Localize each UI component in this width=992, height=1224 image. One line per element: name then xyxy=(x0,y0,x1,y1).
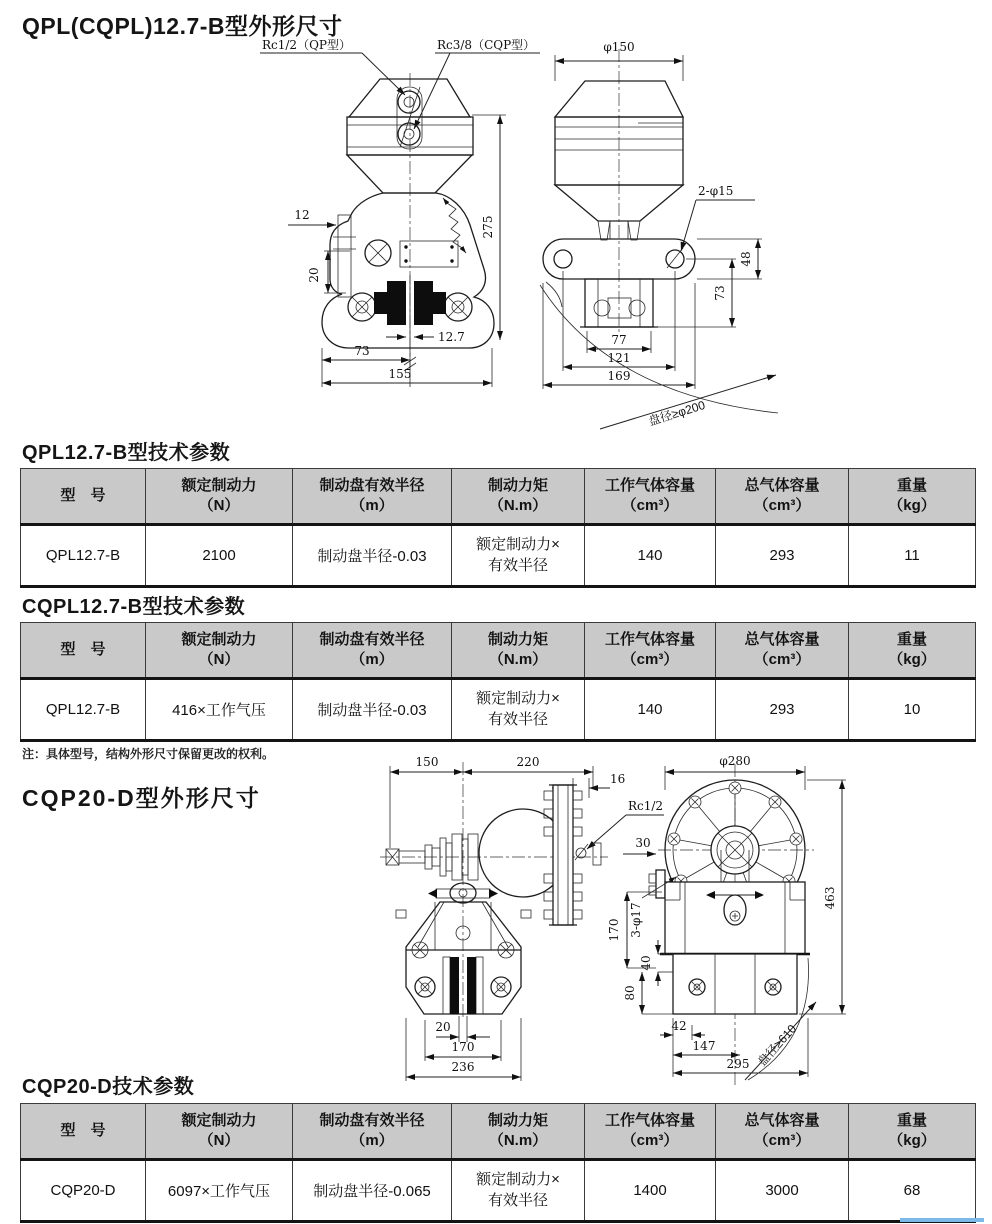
table-header-row xyxy=(21,469,976,525)
port-label-qp: Rc1/2（QP型） xyxy=(262,38,351,52)
dim-275: 275 xyxy=(481,215,495,239)
cell-disc-radius: 制动盘半径-0.03 xyxy=(293,525,452,587)
dim-phi280: φ280 xyxy=(719,754,751,768)
table-row xyxy=(21,679,976,741)
col-header-weight: 重量 （kg） xyxy=(849,469,976,525)
cell-working-volume: 140 xyxy=(585,525,716,587)
cqp20-params-heading: CQP20-D技术参数 xyxy=(22,1076,195,1098)
col-header-disc-radius: 制动盘有效半径 （m） xyxy=(293,623,452,679)
cell-torque: 额定制动力× 有效半径 xyxy=(452,525,585,587)
cqp20-side-view xyxy=(380,755,664,1081)
dim-77: 77 xyxy=(611,333,627,347)
qpl-cqpl-dimension-drawing xyxy=(250,35,990,445)
cell-working-volume: 1400 xyxy=(585,1160,716,1222)
col-header-working-volume: 工作气体容量 （cm³） xyxy=(585,623,716,679)
dim-16: 16 xyxy=(610,772,626,786)
cqp20-params-table xyxy=(20,1103,976,1223)
dim-73-front: 73 xyxy=(354,344,370,358)
port-label-cqp: Rc3/8（CQP型） xyxy=(437,38,536,52)
dim-20: 20 xyxy=(435,1020,451,1034)
brake-pad-left xyxy=(387,281,406,325)
cell-weight: 10 xyxy=(849,679,976,741)
col-header-torque: 制动力矩 （N.m） xyxy=(452,623,585,679)
dim-3phi17: 3-φ17 xyxy=(629,902,643,938)
page-title: QPL(CQPL)12.7-B型外形尺寸 xyxy=(22,13,343,39)
table-row xyxy=(21,525,976,587)
col-header-working-volume: 工作气体容量 （cm³） xyxy=(585,469,716,525)
cqp20-dimension-drawing xyxy=(340,750,990,1095)
col-header-weight: 重量 （kg） xyxy=(849,623,976,679)
col-header-rated-force: 额定制动力 （N） xyxy=(146,623,293,679)
disc-diameter-note: 盘径≥φ200 xyxy=(646,397,707,429)
col-header-total-volume: 总气体容量 （cm³） xyxy=(716,623,849,679)
table-row xyxy=(21,1160,976,1222)
dim-40: 40 xyxy=(639,955,653,971)
dim-155: 155 xyxy=(388,367,412,381)
col-header-model: 型 号 xyxy=(21,469,146,525)
dim-463: 463 xyxy=(823,886,837,910)
col-header-disc-radius: 制动盘有效半径 （m） xyxy=(293,469,452,525)
col-header-model: 型 号 xyxy=(21,623,146,679)
cell-rated-force: 416×工作气压 xyxy=(146,679,293,741)
cell-torque: 额定制动力× 有效半径 xyxy=(452,1160,585,1222)
dim-20: 20 xyxy=(307,267,321,283)
dim-80: 80 xyxy=(623,985,637,1001)
col-header-torque: 制动力矩 （N.m） xyxy=(452,1104,585,1160)
dim-30: 30 xyxy=(635,836,651,850)
dim-phi150: φ150 xyxy=(603,40,635,54)
cell-model: CQP20-D xyxy=(21,1160,146,1222)
col-header-disc-radius: 制动盘有效半径 （m） xyxy=(293,1104,452,1160)
brake-pad-right xyxy=(467,957,476,1014)
cell-torque: 额定制动力× 有效半径 xyxy=(452,679,585,741)
cell-disc-radius: 制动盘半径-0.065 xyxy=(293,1160,452,1222)
page-accent-bar xyxy=(900,1218,984,1222)
dim-121: 121 xyxy=(607,351,631,365)
dim-169: 169 xyxy=(607,369,631,383)
dim-150: 150 xyxy=(415,755,439,769)
col-header-total-volume: 总气体容量 （cm³） xyxy=(716,1104,849,1160)
dim-12.7: 12.7 xyxy=(438,330,465,344)
disc-diameter-note: 盘径≥610 xyxy=(754,1021,800,1069)
col-header-model: 型 号 xyxy=(21,1104,146,1160)
port-label-rc12: Rc1/2 xyxy=(628,799,664,813)
footnote: 注：具体型号，结构外形尺寸保留更改的权利。 xyxy=(22,747,275,761)
cell-model: QPL12.7-B xyxy=(21,525,146,587)
dim-170-bottom: 170 xyxy=(451,1040,475,1054)
cell-rated-force: 2100 xyxy=(146,525,293,587)
brake-pad-left xyxy=(450,957,459,1014)
dim-236: 236 xyxy=(451,1060,475,1074)
col-header-torque: 制动力矩 （N.m） xyxy=(452,469,585,525)
cell-weight: 68 xyxy=(849,1160,976,1222)
dim-48: 48 xyxy=(739,251,753,267)
dim-12: 12 xyxy=(294,208,310,222)
col-header-rated-force: 额定制动力 （N） xyxy=(146,469,293,525)
cell-total-volume: 3000 xyxy=(716,1160,849,1222)
col-header-total-volume: 总气体容量 （cm³） xyxy=(716,469,849,525)
brake-pad-right xyxy=(414,281,433,325)
cqpl-params-table xyxy=(20,622,976,742)
dim-220: 220 xyxy=(516,755,540,769)
dim-42: 42 xyxy=(671,1019,687,1033)
cqpl-params-heading: CQPL12.7-B型技术参数 xyxy=(22,596,246,618)
col-header-rated-force: 额定制动力 （N） xyxy=(146,1104,293,1160)
cell-rated-force: 6097×工作气压 xyxy=(146,1160,293,1222)
table-header-row xyxy=(21,1104,976,1160)
col-header-weight: 重量 （kg） xyxy=(849,1104,976,1160)
cell-total-volume: 293 xyxy=(716,679,849,741)
dim-170-left: 170 xyxy=(607,918,621,942)
dim-147: 147 xyxy=(692,1039,716,1053)
dim-295: 295 xyxy=(726,1057,750,1071)
cell-disc-radius: 制动盘半径-0.03 xyxy=(293,679,452,741)
qpl-params-table xyxy=(20,468,976,588)
col-header-working-volume: 工作气体容量 （cm³） xyxy=(585,1104,716,1160)
cqp20-dims-heading: CQP20-D型外形尺寸 xyxy=(22,785,261,811)
cell-model: QPL12.7-B xyxy=(21,679,146,741)
qpl-params-heading: QPL12.7-B型技术参数 xyxy=(22,442,231,464)
qpl-front-view xyxy=(260,37,540,387)
cell-weight: 11 xyxy=(849,525,976,587)
cell-total-volume: 293 xyxy=(716,525,849,587)
table-header-row xyxy=(21,623,976,679)
qpl-side-view xyxy=(540,40,778,429)
dim-73-side: 73 xyxy=(713,285,727,301)
cell-working-volume: 140 xyxy=(585,679,716,741)
dim-2phi15: 2-φ15 xyxy=(698,184,734,198)
